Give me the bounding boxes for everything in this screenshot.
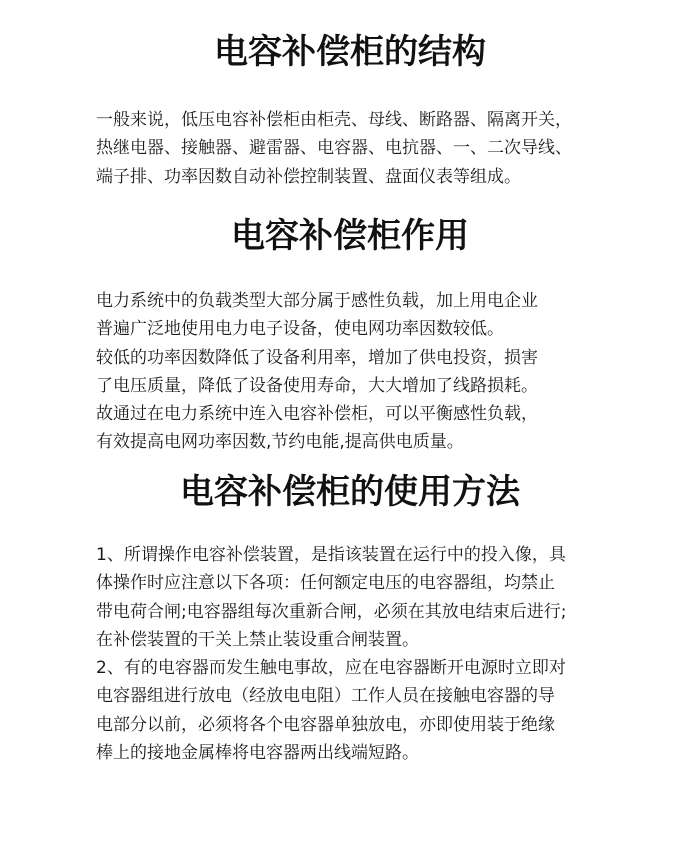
- text-line: 故通过在电力系统中连入电容补偿柜，可以平衡感性负载，: [96, 404, 538, 425]
- section-body-usage: [96, 541, 616, 767]
- section-body-function: [96, 287, 616, 457]
- text-line: 电容器组进行放电（经放电电阻）工作人员在接触电容器的导: [96, 686, 555, 707]
- text-line: 棒上的接地金属棒将电容器两出线端短路。: [96, 743, 419, 764]
- text-line: 在补偿装置的干关上禁止装设重合闸装置。: [96, 629, 419, 650]
- section-title-usage: 电容补偿柜的使用方法: [180, 472, 520, 512]
- text-line: 一般来说，低压电容补偿柜由柜壳、母线、断路器、隔离开关，: [96, 110, 572, 130]
- text-line: 体操作时应注意以下各项：任何额定电压的电容器组，均禁止: [96, 573, 555, 594]
- section-body-structure: [96, 106, 616, 191]
- text-line: 端子排、功率因数自动补偿控制装置、盘面仪表等组成。: [96, 166, 521, 187]
- text-line: 电部分以前，必须将各个电容器单独放电，亦即使用装于绝缘: [96, 714, 555, 735]
- text-line: 带电荷合闸;电容器组每次重新合闸，必须在其放电结束后进行;: [96, 601, 567, 622]
- text-line: 较低的功率因数降低了设备利用率，增加了供电投资，损害: [96, 347, 538, 368]
- text-line: 电力系统中的负载类型大部分属于感性负载，加上用电企业: [96, 291, 538, 311]
- text-line: 热继电器、接触器、避雷器、电容器、电抗器、一、二次导线、: [96, 138, 572, 159]
- text-line: 普遍广泛地使用电力电子设备，使电网功率因数较低。: [96, 319, 504, 340]
- text-line: 1、所谓操作电容补偿装置，是指该装置在运行中的投入像，具: [96, 545, 566, 565]
- text-line: 了电压质量，降低了设备使用寿命，大大增加了线路损耗。: [96, 375, 538, 396]
- text-line: 2、有的电容器而发生触电事故，应在电容器断开电源时立即对: [96, 658, 566, 679]
- section-title-structure: 电容补偿柜的结构: [214, 32, 486, 72]
- text-line: 有效提高电网功率因数,节约电能,提高供电质量。: [96, 432, 464, 453]
- section-title-function: 电容补偿柜作用: [231, 216, 469, 256]
